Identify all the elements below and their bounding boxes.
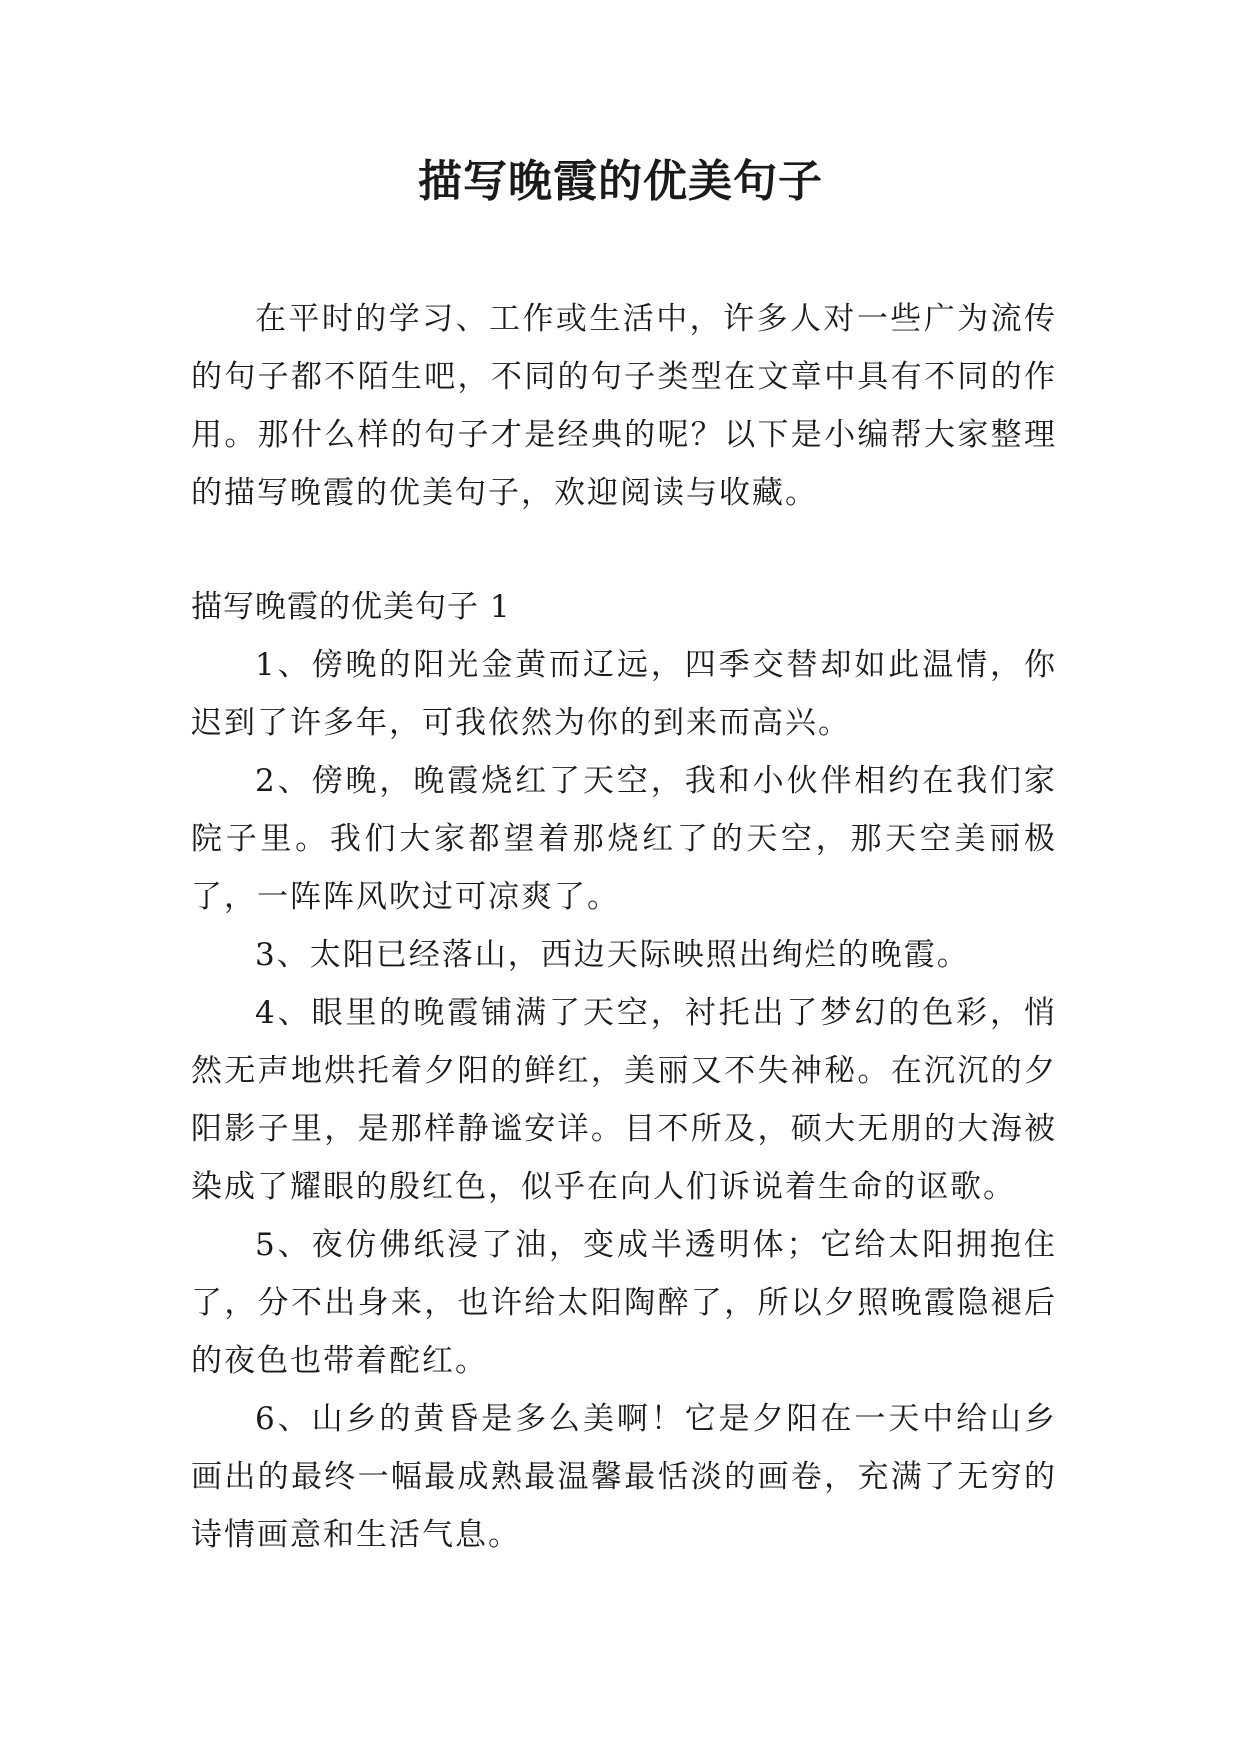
list-item: 2、傍晚，晚霞烧红了天空，我和小伙伴相约在我们家院子里。我们大家都望着那烧红了的天空，那天空美丽极了，一阵阵风吹过可凉爽了。 (191, 763, 1057, 915)
list-item: 5、夜仿佛纸浸了油，变成半透明体；它给太阳拥抱住了，分不出身来，也许给太阳陶醉了，所以夕照晚霞隐褪后的夜色也带着酡红。 (191, 1227, 1057, 1379)
list-item: 1、傍晚的阳光金黄而辽远，四季交替却如此温情，你迟到了许多年，可我依然为你的到来而高兴。 (191, 647, 1057, 741)
document-title: 描写晚霞的优美句子 (418, 156, 823, 207)
document-body (191, 290, 1057, 1564)
intro-paragraph: 在平时的学习、工作或生活中，许多人对一些广为流传的句子都不陌生吧，不同的句子类型在文章中具有不同的作用。那什么样的句子才是经典的呢？以下是小编帮大家整理的描写晚霞的优美句子，欢迎阅读与收藏。 (191, 301, 1057, 511)
section-heading: 描写晚霞的优美句子 1 (191, 589, 511, 625)
list-item: 4、眼里的晚霞铺满了天空，衬托出了梦幻的色彩，悄然无声地烘托着夕阳的鲜红，美丽又不失神秘。在沉沉的夕阳影子里，是那样静谧安详。目不所及，硕大无朋的大海被染成了耀眼的殷红色，似乎在向人们诉说着生命的讴歌。 (191, 995, 1057, 1205)
list-item: 3、太阳已经落山，西边天际映照出绚烂的晚霞。 (255, 937, 970, 973)
list-item: 6、山乡的黄昏是多么美啊！它是夕阳在一天中给山乡画出的最终一幅最成熟最温馨最恬淡的画卷，充满了无穷的诗情画意和生活气息。 (191, 1401, 1057, 1553)
